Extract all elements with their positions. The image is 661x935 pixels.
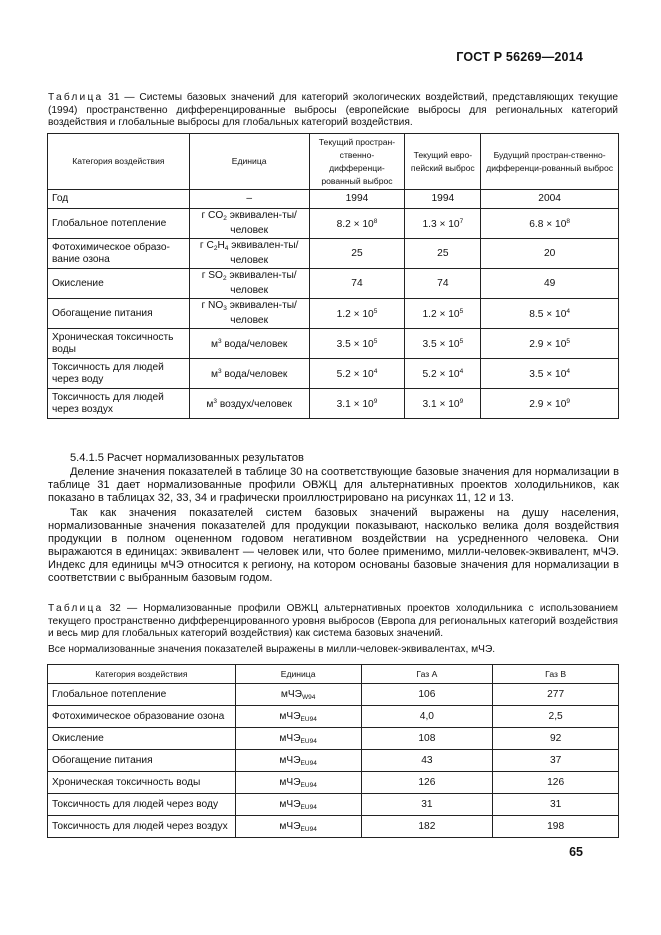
table-row: [48, 209, 619, 239]
row-value: 74: [309, 269, 405, 299]
row-unit: г $NO_3$ эквивален-ты/человек: [189, 299, 309, 329]
row-unit: мЧЭ$_{EU94}$: [235, 750, 361, 772]
row-value-gas-b: 126: [493, 772, 619, 794]
table-row: [48, 816, 619, 838]
table-32-note: Все нормализованные значения показателей выражены в милли-человек-эквивалентах, мЧЭ.: [48, 644, 496, 655]
row-value: $5.2 \times 10^4$: [309, 359, 405, 389]
row-category: Токсичность для людей через воду: [48, 359, 190, 389]
header-current-european: Текущий евро-пейский выброс: [405, 134, 481, 190]
table-row: [48, 706, 619, 728]
row-unit: мЧЭ$_{EU94}$: [235, 728, 361, 750]
row-value-gas-b: 37: [493, 750, 619, 772]
table-row: [48, 299, 619, 329]
row-value: $1.3 \times 10^7$: [405, 209, 481, 239]
row-value: 49: [481, 269, 619, 299]
table-31-number: 31: [108, 92, 120, 103]
row-value-gas-a: 126: [361, 772, 493, 794]
table-32-caption: [48, 603, 618, 641]
row-value: $2.9 \times 10^9$: [481, 389, 619, 419]
header-unit: Единица: [235, 665, 361, 684]
row-value-gas-b: 92: [493, 728, 619, 750]
row-category: Токсичность для людей через воздух: [48, 816, 236, 838]
row-value-gas-b: 198: [493, 816, 619, 838]
table-row: [48, 794, 619, 816]
table-32-label: Таблица: [48, 603, 104, 614]
row-value-gas-a: 31: [361, 794, 493, 816]
row-value: $3.1 \times 10^9$: [405, 389, 481, 419]
row-value: $5.2 \times 10^4$: [405, 359, 481, 389]
paragraph-2: Так как значения показателей систем базовых значений выражены на душу населения, нормализованные значения показателей для продукции показывают, насколько велика доля воздействия продукции в полном оцененном годовом негативном воздействии на усредненного человека. Они выражаются в единицах: эквивалент — человек или, что более применимо, милли-человек-эквивалент, мЧЭ. Индекс для единицы мЧЭ относится к региону, на котором основаны базовые значения для нормализации в соответствии с выбранным базовым годом.: [48, 507, 619, 584]
row-category: Хроническая токсичность воды: [48, 772, 236, 794]
table-32-title: — Нормализованные профили ОВЖЦ альтернативных проектов холодильника с использованием текущего пространственно дифференцированного уровня выбросов (Европа для региональных категорий воздействия и весь мир для глобальных категорий воздействия) как система базовых значений.: [48, 603, 618, 640]
row-value: $2.9 \times 10^5$: [481, 329, 619, 359]
document-header: ГОСТ Р 56269—2014: [456, 50, 583, 64]
row-value: $3.1 \times 10^9$: [309, 389, 405, 419]
table-32: [47, 664, 619, 838]
page-number: 65: [569, 845, 583, 859]
row-value-gas-a: 43: [361, 750, 493, 772]
header-gas-b: Газ В: [493, 665, 619, 684]
table-row: [48, 190, 619, 209]
row-category: Токсичность для людей через воздух: [48, 389, 190, 419]
table-31: [47, 133, 619, 419]
row-value: $6.8 \times 10^8$: [481, 209, 619, 239]
row-value: 25: [405, 239, 481, 269]
row-unit: мЧЭ$_{W94}$: [235, 684, 361, 706]
row-category: Токсичность для людей через воду: [48, 794, 236, 816]
row-category: Год: [48, 190, 190, 209]
table-row: [48, 772, 619, 794]
table-row: [48, 684, 619, 706]
row-category: Фотохимическое образо-вание озона: [48, 239, 190, 269]
row-value: $3.5 \times 10^5$: [405, 329, 481, 359]
row-value: 20: [481, 239, 619, 269]
row-value: 1994: [405, 190, 481, 209]
row-unit: мЧЭ$_{EU94}$: [235, 772, 361, 794]
table-31-title: — Системы базовых значений для категорий экологических воздействий, представляющих текущие (1994) пространственно дифференцированные выбросы (европейские выбросы для региональных категорий воздействия и глобальные выбросы для глобальных категорий воздействия.: [48, 92, 618, 129]
table-32-header-row: [48, 665, 619, 684]
row-unit: мЧЭ$_{EU94}$: [235, 816, 361, 838]
row-value-gas-b: 2,5: [493, 706, 619, 728]
header-gas-a: Газ А: [361, 665, 493, 684]
table-31-header-row: [48, 134, 619, 190]
row-value: $3.5 \times 10^4$: [481, 359, 619, 389]
header-category: Категория воздействия: [48, 665, 236, 684]
header-current-differentiated: Текущий простран-ственно-дифференци-рованный выброс: [309, 134, 405, 190]
row-value: 25: [309, 239, 405, 269]
paragraph-1: Деление значения показателей в таблице 30 на соответствующие базовые значения для нормализации в таблице 31 дает нормализованные профили ОВЖЦ для альтернативных проектов холодильников, как показано в таблицах 32, 33, 34 и графически проиллюстрировано на рисунках 11, 12 и 13.: [48, 466, 619, 504]
row-category: Глобальное потепление: [48, 684, 236, 706]
section-heading: 5.4.1.5 Расчет нормализованных результатов: [70, 452, 304, 464]
row-unit: г $C_2H_4$ эквивален-ты/человек: [189, 239, 309, 269]
row-category: Фотохимическое образование озона: [48, 706, 236, 728]
table-row: [48, 239, 619, 269]
row-unit: $м^3$ вода/человек: [189, 359, 309, 389]
row-value: $8.2 \times 10^8$: [309, 209, 405, 239]
table-row: [48, 750, 619, 772]
table-row: [48, 269, 619, 299]
row-value: 2004: [481, 190, 619, 209]
row-value-gas-b: 277: [493, 684, 619, 706]
header-unit: Единица: [189, 134, 309, 190]
row-value: $1.2 \times 10^5$: [405, 299, 481, 329]
row-category: Окисление: [48, 728, 236, 750]
row-unit: $м^3$ вода/человек: [189, 329, 309, 359]
table-31-caption: [48, 92, 618, 130]
row-category: Обогащение питания: [48, 299, 190, 329]
row-unit: г $CO_2$ эквивален-ты/человек: [189, 209, 309, 239]
header-category: Категория воздействия: [48, 134, 190, 190]
table-32-number: 32: [109, 603, 121, 614]
table-row: [48, 389, 619, 419]
row-value: $1.2 \times 10^5$: [309, 299, 405, 329]
table-row: [48, 728, 619, 750]
row-value-gas-a: 4,0: [361, 706, 493, 728]
table-row: [48, 329, 619, 359]
row-unit: мЧЭ$_{EU94}$: [235, 794, 361, 816]
row-value-gas-a: 182: [361, 816, 493, 838]
row-unit: г $SO_2$ эквивален-ты/человек: [189, 269, 309, 299]
row-value-gas-b: 31: [493, 794, 619, 816]
row-value: $8.5 \times 10^4$: [481, 299, 619, 329]
table-row: [48, 359, 619, 389]
row-category: Окисление: [48, 269, 190, 299]
row-category: Обогащение питания: [48, 750, 236, 772]
row-value-gas-a: 108: [361, 728, 493, 750]
row-unit: –: [189, 190, 309, 209]
row-value: 1994: [309, 190, 405, 209]
header-future-differentiated: Будущий простран-ственно-дифференци-рованный выброс: [481, 134, 619, 190]
row-value: $3.5 \times 10^5$: [309, 329, 405, 359]
row-unit: $м^3$ воздух/человек: [189, 389, 309, 419]
table-31-label: Таблица: [48, 92, 104, 103]
row-category: Глобальное потепление: [48, 209, 190, 239]
row-value: 74: [405, 269, 481, 299]
row-value-gas-a: 106: [361, 684, 493, 706]
row-category: Хроническая токсичность воды: [48, 329, 190, 359]
row-unit: мЧЭ$_{EU94}$: [235, 706, 361, 728]
